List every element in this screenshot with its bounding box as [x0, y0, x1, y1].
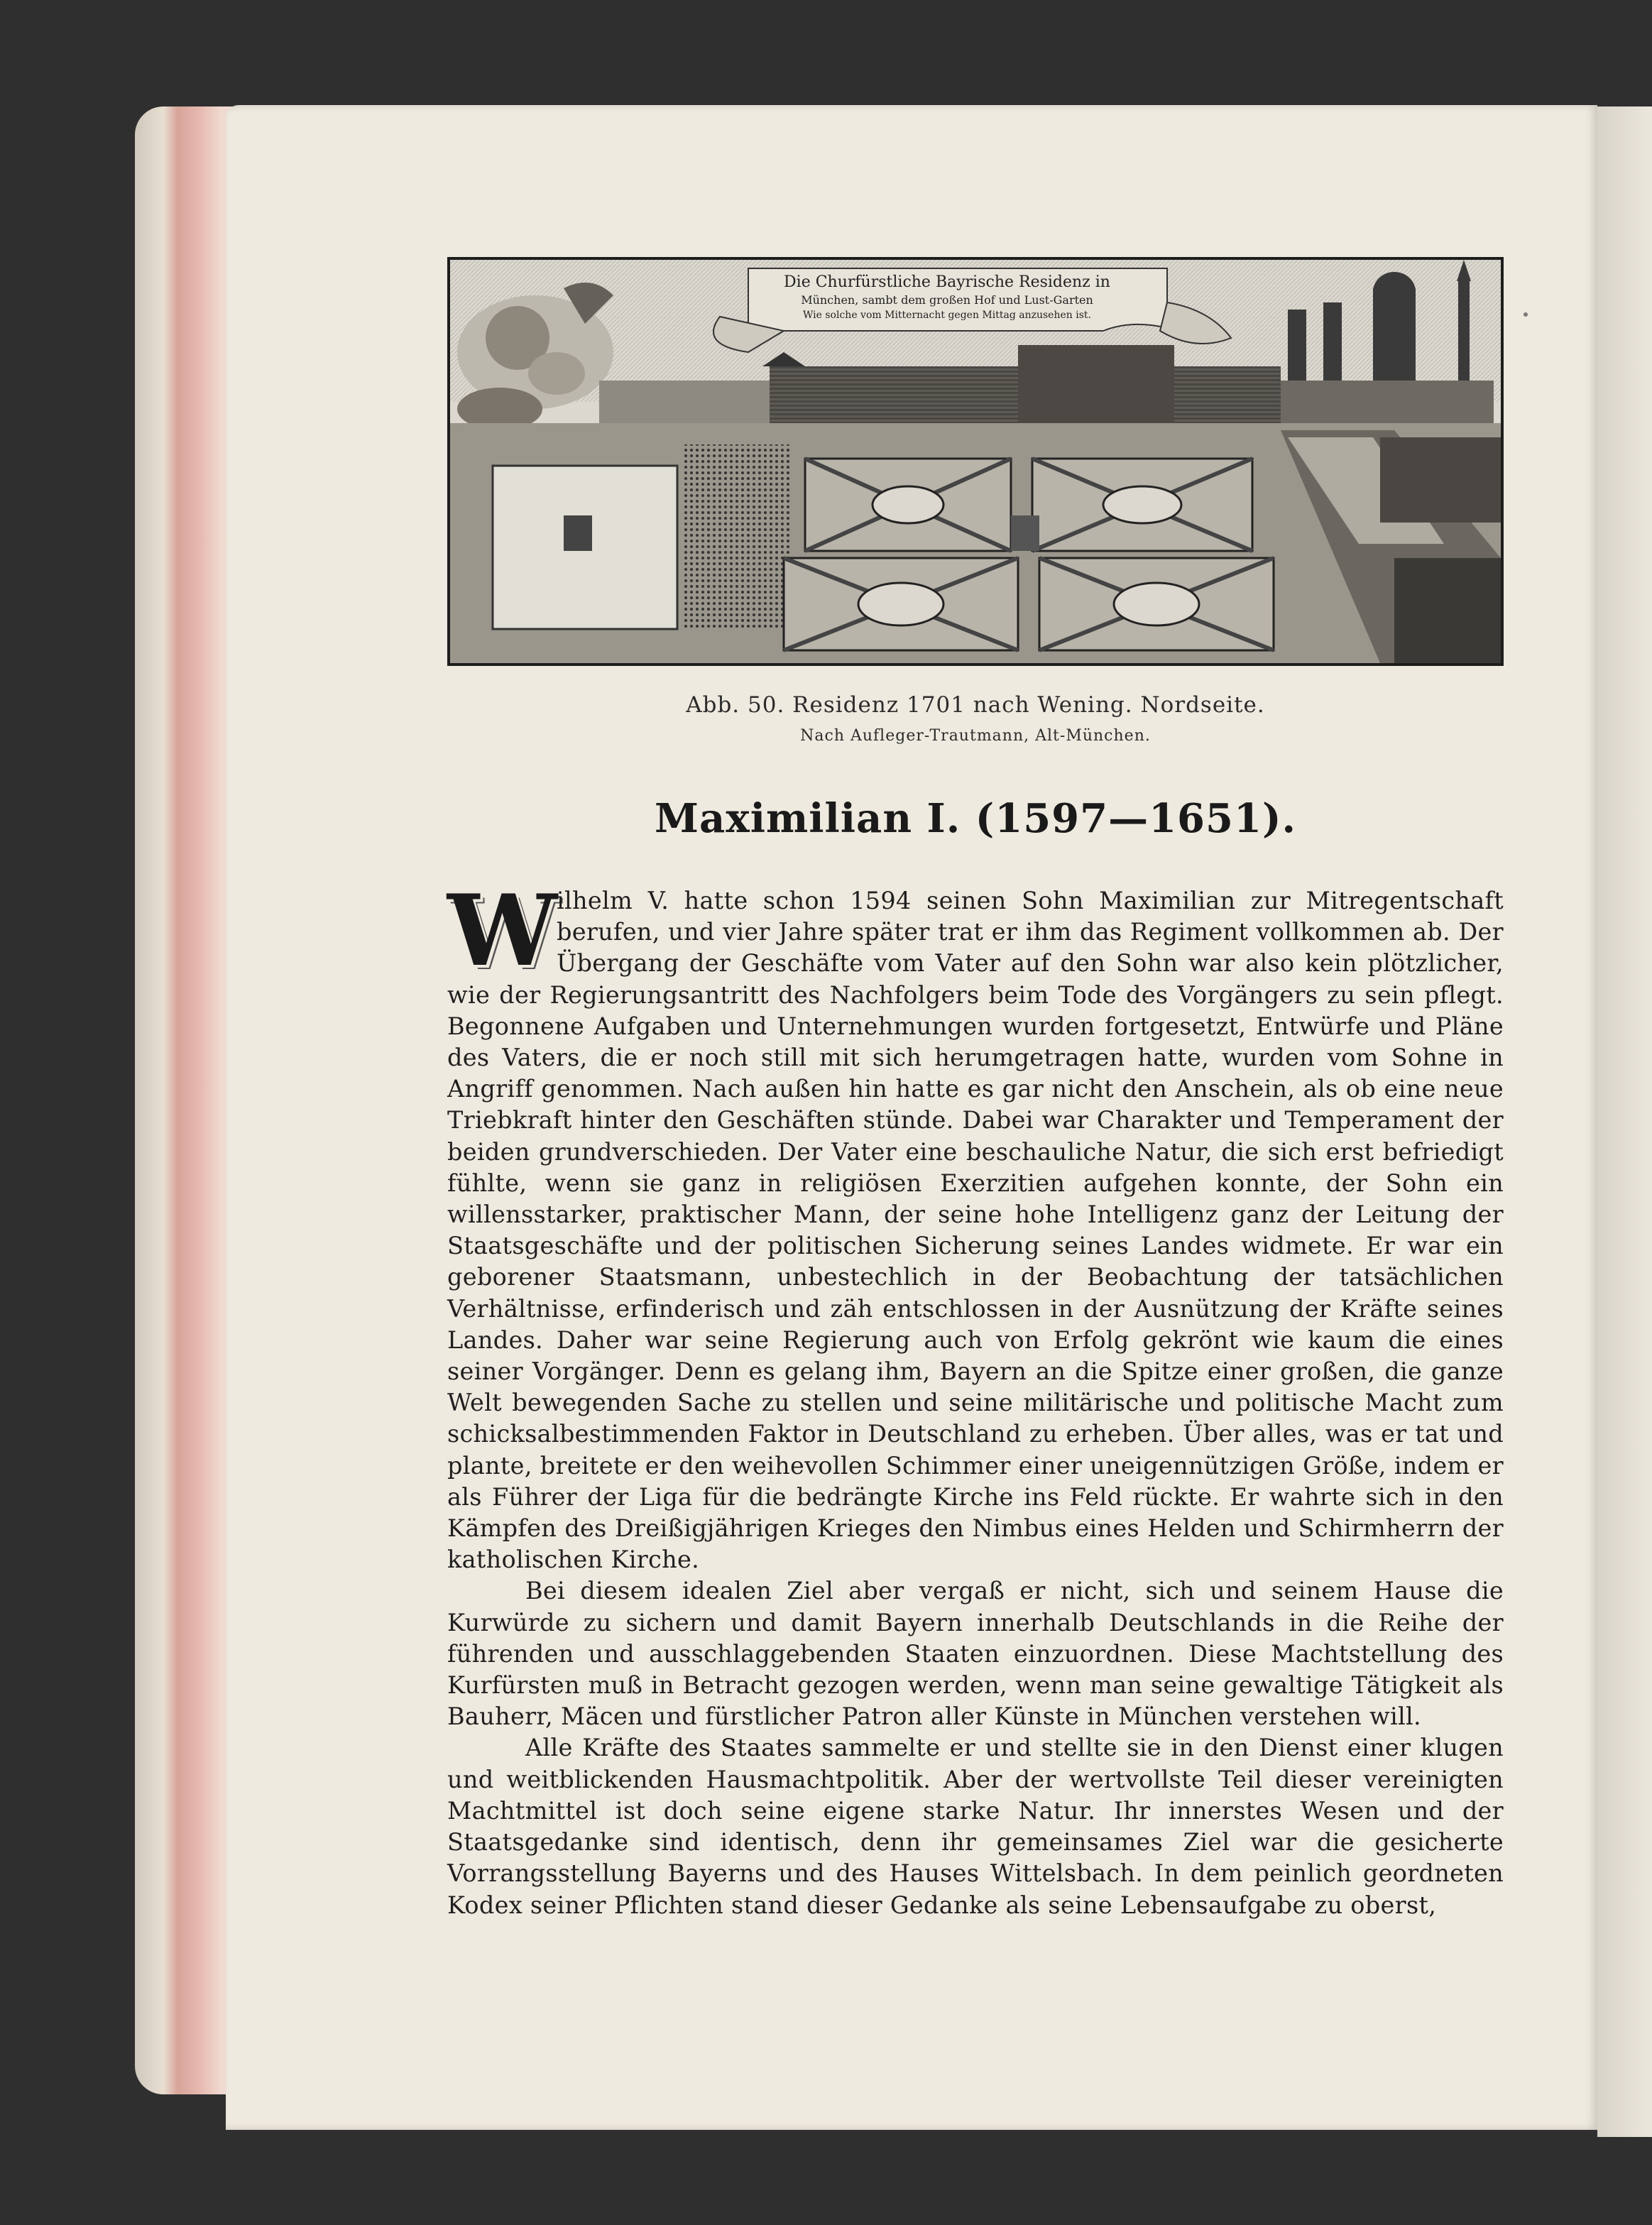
paragraph-2: Bei diesem idealen Ziel aber vergaß er nicht, sich und seinem Hause die Kurwürde zu sichern und damit Bayern innerhalb Deutschlands in die Reihe der führenden und ausschlaggebenden Staaten einzuordnen. Diese Machtstellung des Kurfürsten muß in Betracht gezogen werden, wenn man seine gewaltige Tätigkeit als Bauherr, Mäcen und fürstlicher Patron aller Künste in München verstehen will.: [447, 1577, 1504, 1731]
banner-line-2: München, sambt dem großen Hof und Lust-Garten: [801, 293, 1093, 307]
paragraph-3: Alle Kräfte des Staates sammelte er und stellte sie in den Dienst einer klugen und weitblickenden Hausmachtpolitik. Aber der wertvollste Teil dieser vereinigten Machtmittel ist doch seine eigene starke Natur. Ihr innerstes Wesen und der Staatsgedanke sind identisch, denn ihr gemeinsames Ziel war die gesicherte Vorrangsstellung Bayerns und des Hauses Wittelsbach. In dem peinlich geordneten Kodex seiner Pflichten stand dieser Gedanke als seine Lebensaufgabe zu oberst,: [447, 1734, 1504, 1919]
paragraph-1: [447, 873, 1504, 1575]
figure-credit: Nach Aufleger-Trautmann, Alt-München.: [800, 727, 1151, 745]
drop-capital: W: [447, 873, 558, 988]
residenz-engraving: [447, 257, 1504, 666]
figure-caption: Abb. 50. Residenz 1701 nach Wening. Nordseite.: [686, 692, 1265, 718]
banner-line-3: Wie solche vom Mitternacht gegen Mittag anzusehen ist.: [803, 310, 1091, 321]
banner-line-1: Die Churfürstliche Bayrische Residenz in: [784, 273, 1110, 291]
body-text: [447, 873, 1504, 1921]
facing-page-edge: [1597, 106, 1652, 2137]
page-speck: [1524, 312, 1528, 317]
chapter-heading: Maximilian I. (1597—1651).: [655, 795, 1296, 842]
paragraph-1-text: ilhelm V. hatte schon 1594 seinen Sohn Maximilian zur Mitregentschaft berufen, und vier Jahre später trat er ihm das Regiment vollkommen ab. Der Übergang der Geschäfte vom Vater auf den Sohn war also kein plötzlicher, wie der Regierungsantritt des Nachfolgers beim Tode des Vorgängers zu sein pflegt. Begonnene Aufgaben und Unternehmungen wurden fortgesetzt, Entwürfe und Pläne des Vaters, die er noch still mit sich herumgetragen hatte, wurden vom Sohne in Angriff genommen. Nach außen hin hatte es gar nicht den Anschein, als ob eine neue Triebkraft hinter den Geschäften stünde. Dabei war Charakter und Temperament der beiden grundverschieden. Der Vater eine beschauliche Natur, die sich erst befriedigt fühlte, wenn sie ganz in religiösen Exerzitien aufgehen konnte, der Sohn ein willensstarker, praktischer Mann, der seine hohe Intelligenz ganz der Leitung der Staatsgeschäfte und der politischen Sicherung seines Landes widmete. Er war ein geborener Staatsmann, unbestechlich in der Beobachtung der tatsächlichen Verhältnisse, erfinderisch und zäh entschlossen in der Ausnützung der Kräfte seines Landes. Daher war seine Regierung auch von Erfolg gekrönt wie kaum die eines seiner Vorgänger. Denn es gelang ihm, Bayern an die Spitze einer großen, die ganze Welt bewegenden Sache zu stellen und seine militärische und politische Macht zum schicksalbestimmenden Faktor in Deutschland zu erheben. Über alles, was er tat und plante, breitete er den weihevollen Schimmer einer uneigennützigen Größe, indem er als Führer der Liga für die bedrängte Kirche ins Feld rückte. Er wahrte sich in den Kämpfen des Dreißigjährigen Krieges den Nimbus eines Helden und Schirmherrn der katholischen Kirche.: [447, 887, 1504, 1574]
garden-pavilion: [1011, 515, 1039, 551]
tree-grove: [684, 444, 791, 629]
